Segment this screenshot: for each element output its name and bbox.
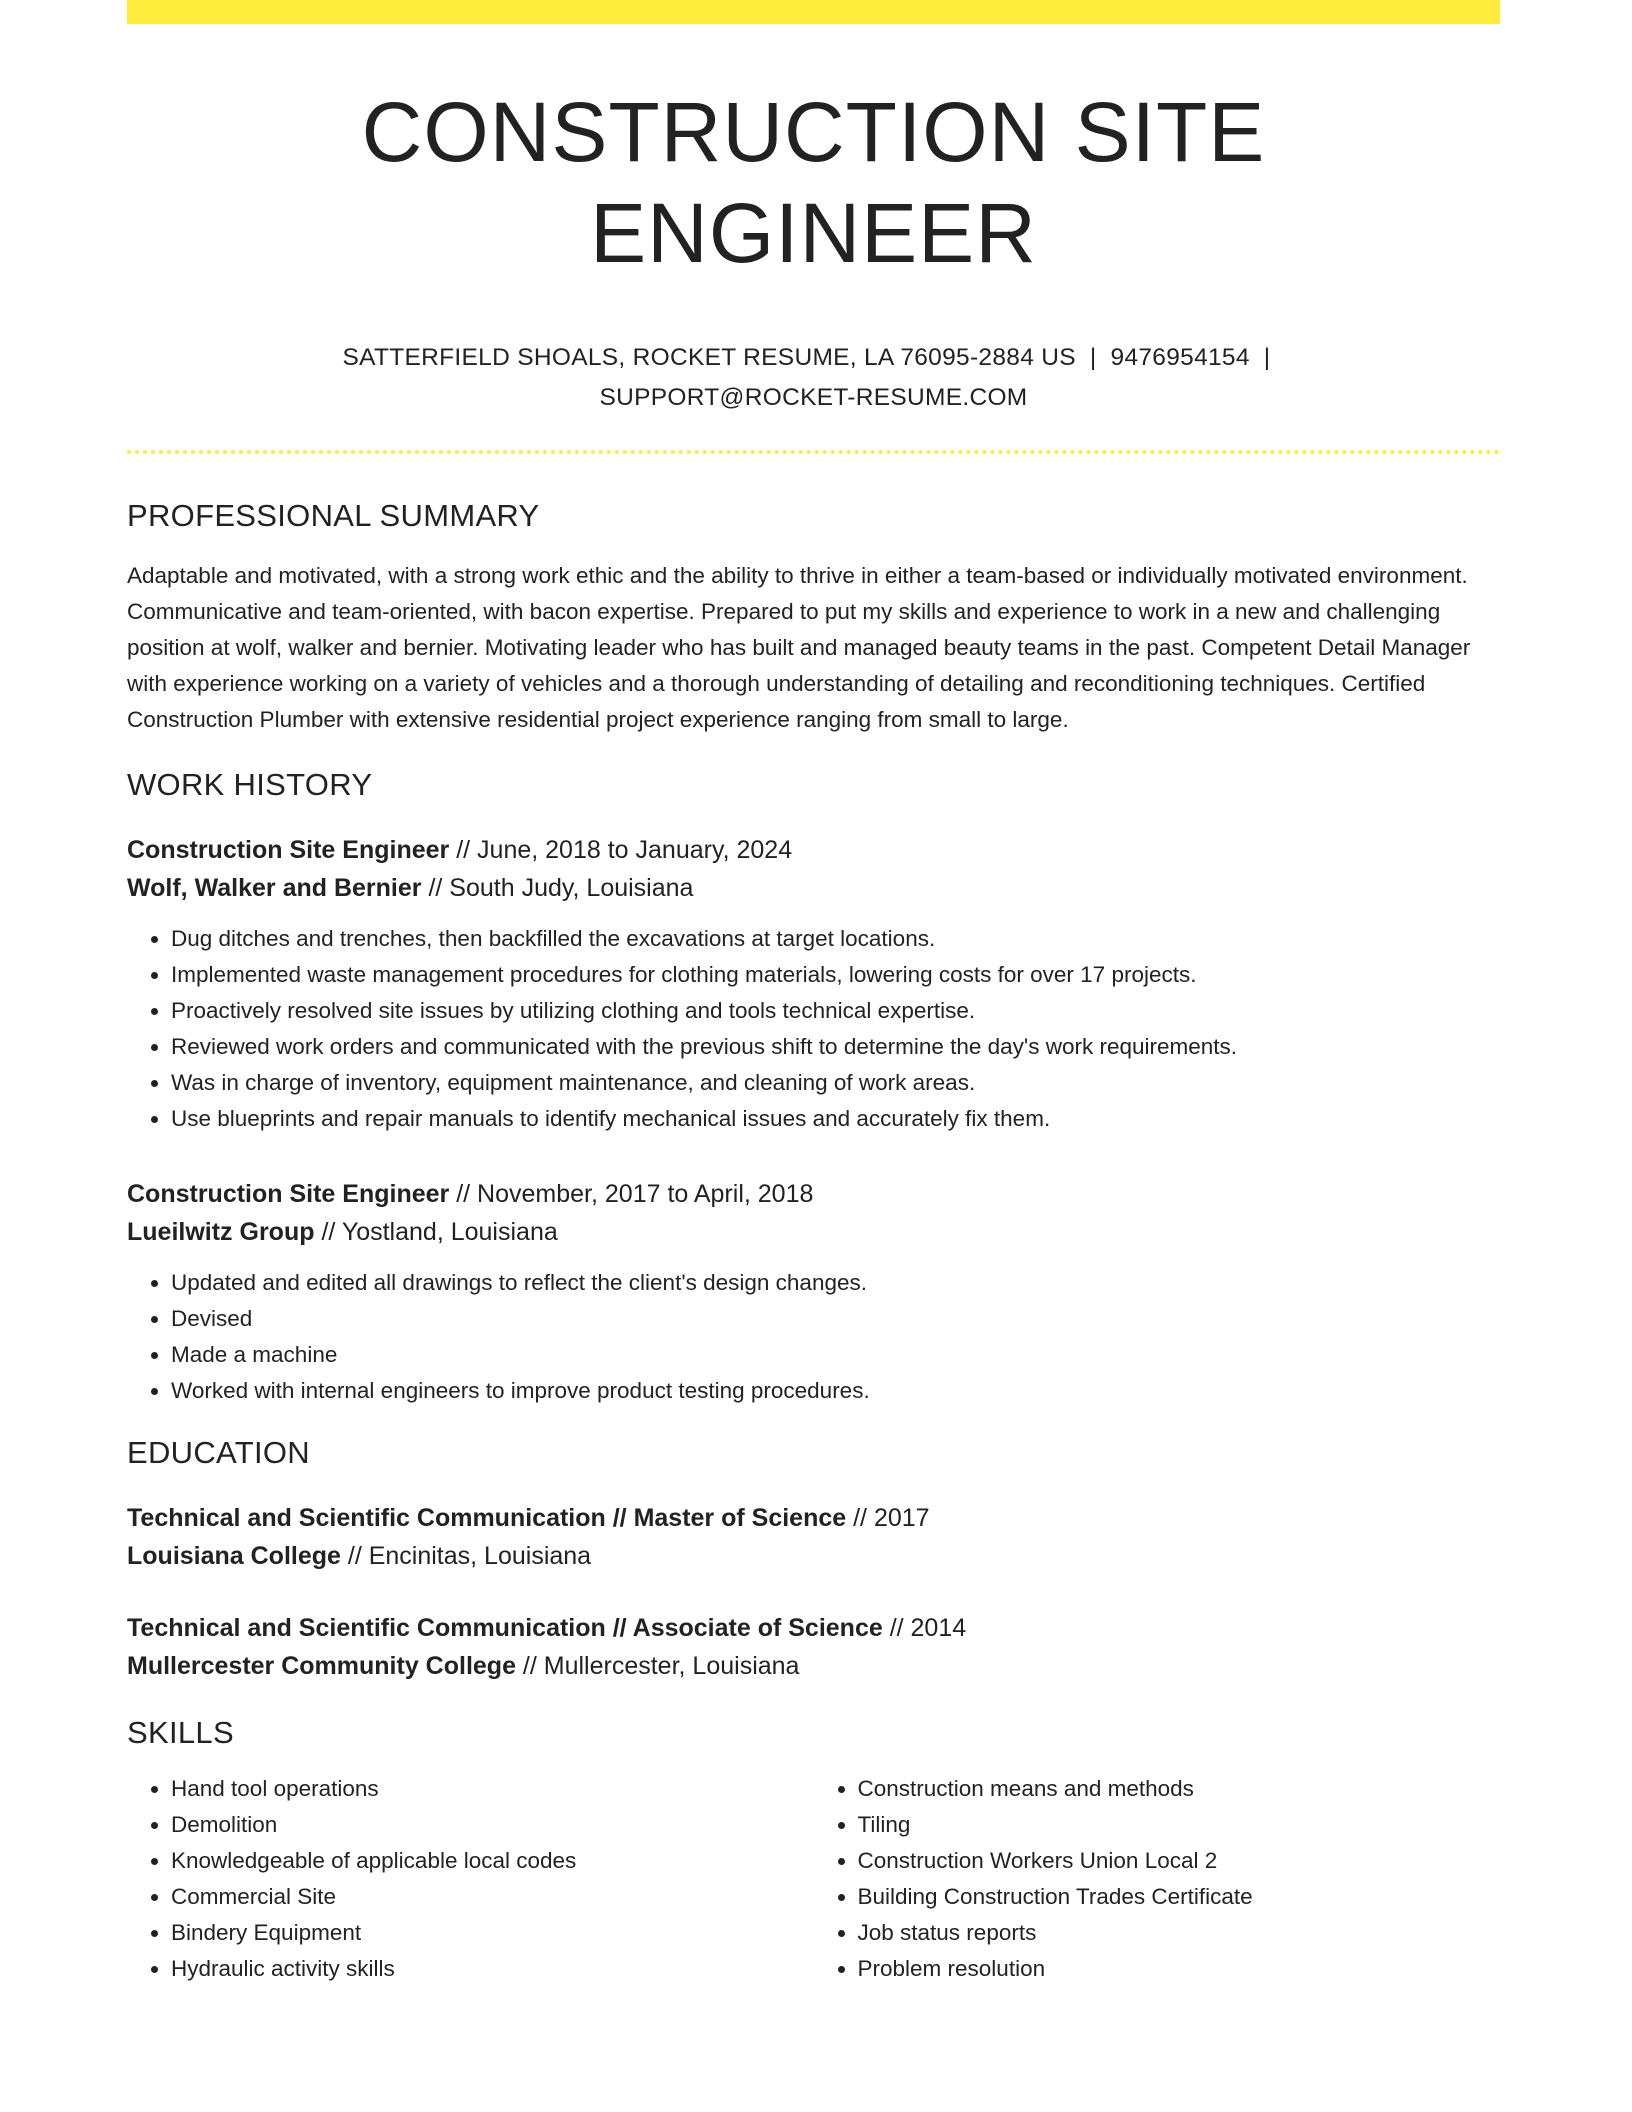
- education-school: Mullercester Community College: [127, 1651, 516, 1680]
- contact-info: [127, 338, 1500, 418]
- skills-left-column: [127, 1771, 814, 1987]
- list-item: • Updated and edited all drawings to reflect the client's design changes.: [171, 1265, 1500, 1301]
- skills-right-column: [814, 1771, 1501, 1987]
- skill-item: • Tiling: [858, 1807, 1501, 1843]
- list-item: • Use blueprints and repair manuals to identify mechanical issues and accurately fix them.: [171, 1101, 1500, 1137]
- education-location: // Mullercester, Louisiana: [515, 1651, 800, 1680]
- job-location: // Yostland, Louisiana: [314, 1217, 558, 1246]
- contact-separator: |: [1263, 343, 1271, 371]
- education-degree: Technical and Scientific Communication // Master of Science: [127, 1503, 847, 1532]
- resume-name-title: CONSTRUCTION SITE ENGINEER: [361, 85, 1266, 280]
- dotted-divider: [127, 450, 1500, 454]
- contact-phone: 9476954154: [1110, 343, 1250, 371]
- skill-item: • Construction Workers Union Local 2: [858, 1843, 1501, 1879]
- skills-heading: SKILLS: [127, 1714, 234, 1750]
- skill-item: • Hydraulic activity skills: [171, 1951, 814, 1987]
- skill-item: • Building Construction Trades Certificate: [858, 1879, 1501, 1915]
- job-dates: // June, 2018 to January, 2024: [449, 835, 793, 864]
- list-item: • Was in charge of inventory, equipment maintenance, and cleaning of work areas.: [171, 1065, 1500, 1101]
- contact-line-1: [127, 338, 1500, 378]
- job-company-line: [127, 869, 1500, 907]
- education-heading: EDUCATION: [127, 1434, 310, 1470]
- list-item: • Devised: [171, 1301, 1500, 1337]
- job-location: // South Judy, Louisiana: [421, 873, 694, 902]
- work-history-heading: WORK HISTORY: [127, 766, 373, 802]
- skill-item: • Construction means and methods: [858, 1771, 1501, 1807]
- list-item: • Reviewed work orders and communicated with the previous shift to determine the day's work requirements.: [171, 1029, 1500, 1065]
- skill-item: • Knowledgeable of applicable local codes: [171, 1843, 814, 1879]
- top-accent-bar: [127, 0, 1500, 24]
- skills-columns: [127, 1771, 1500, 1987]
- contact-line-2: [127, 378, 1500, 418]
- job-dates: // November, 2017 to April, 2018: [449, 1179, 814, 1208]
- education-degree: Technical and Scientific Communication // Associate of Science: [127, 1613, 883, 1642]
- job-company: Wolf, Walker and Bernier: [127, 873, 422, 902]
- list-item: • Implemented waste management procedures for clothing materials, lowering costs for over 17 projects.: [171, 957, 1500, 993]
- education-school-line: [127, 1537, 1500, 1575]
- education-school: Louisiana College: [127, 1541, 341, 1570]
- resume-page: [127, 0, 1500, 1987]
- job-entry: [127, 831, 1500, 1137]
- skill-item: • Job status reports: [858, 1915, 1501, 1951]
- education-location: // Encinitas, Louisiana: [340, 1541, 592, 1570]
- skill-item: • Demolition: [171, 1807, 814, 1843]
- education-year: // 2017: [846, 1503, 930, 1532]
- job-role: Construction Site Engineer: [127, 1179, 450, 1208]
- education-entry: [127, 1609, 1500, 1685]
- contact-email: SUPPORT@ROCKET-RESUME.COM: [599, 383, 1028, 411]
- summary-text: Adaptable and motivated, with a strong work ethic and the ability to thrive in either a team-based or individually motivated environment. Communicative and team-oriented, with bacon expertise. Prepared to put my skills and experience to work in a new and challenging position at wolf, walker and bernier. Motivating leader who has built and managed beauty teams in the past. Competent Detail Manager with experience working on a variety of vehicles and a thorough understanding of detailing and reconditioning techniques. Certified Construction Plumber with extensive residential project experience ranging from small to large.: [127, 562, 1471, 733]
- education-degree-line: [127, 1609, 1500, 1647]
- job-bullets: [127, 1265, 1500, 1409]
- contact-address: SATTERFIELD SHOALS, ROCKET RESUME, LA 76095-2884 US: [342, 343, 1076, 371]
- job-company-line: [127, 1213, 1500, 1251]
- skill-item: • Problem resolution: [858, 1951, 1501, 1987]
- job-role-line: [127, 831, 1500, 869]
- job-entry: [127, 1175, 1500, 1409]
- list-item: • Proactively resolved site issues by utilizing clothing and tools technical expertise.: [171, 993, 1500, 1029]
- job-role-line: [127, 1175, 1500, 1213]
- job-bullets: [127, 921, 1500, 1137]
- contact-separator: |: [1089, 343, 1097, 371]
- education-degree-line: [127, 1499, 1500, 1537]
- skill-item: • Commercial Site: [171, 1879, 814, 1915]
- list-item: • Worked with internal engineers to improve product testing procedures.: [171, 1373, 1500, 1409]
- skill-item: • Bindery Equipment: [171, 1915, 814, 1951]
- job-company: Lueilwitz Group: [127, 1217, 315, 1246]
- education-year: // 2014: [882, 1613, 967, 1642]
- list-item: • Dug ditches and trenches, then backfilled the excavations at target locations.: [171, 921, 1500, 957]
- education-entry: [127, 1499, 1500, 1575]
- job-role: Construction Site Engineer: [127, 835, 450, 864]
- skill-item: • Hand tool operations: [171, 1771, 814, 1807]
- summary-heading: PROFESSIONAL SUMMARY: [127, 497, 540, 533]
- list-item: • Made a machine: [171, 1337, 1500, 1373]
- education-school-line: [127, 1647, 1500, 1685]
